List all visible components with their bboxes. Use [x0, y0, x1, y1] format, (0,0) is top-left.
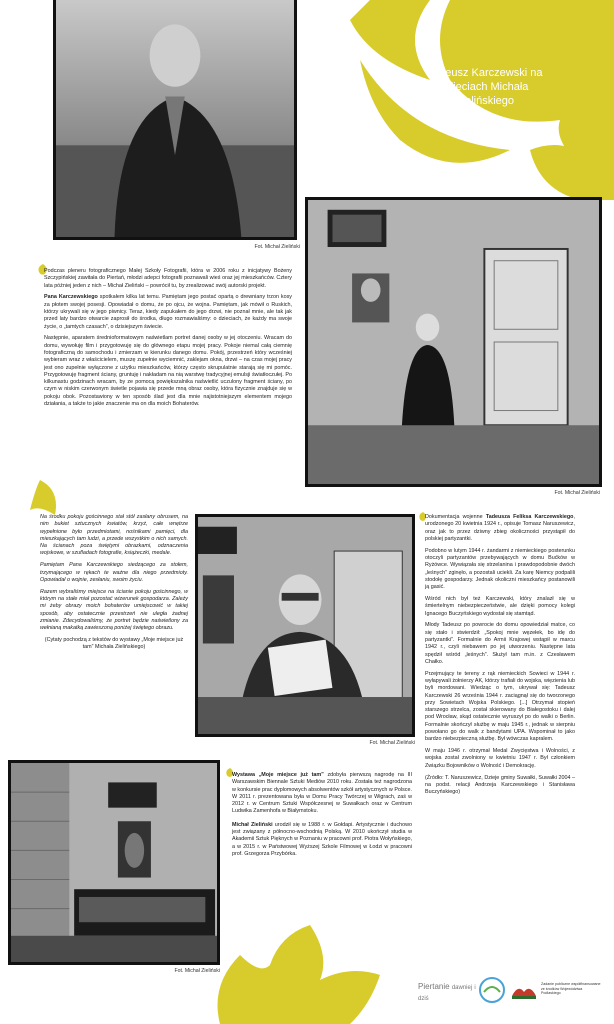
history-p2: Podobno w lutym 1944 r. żandarmi z niemieckiego posterunku otoczyli partyzantów przebywających w domu Bućków w Ryżówce. Wywiązała się strzelanina i prawdopodobnie dwóch „leśnych” zginęło, a pozostali uciekli. Za karę Niemcy podpalili stodołę gospodarzy. Jednak okoliczni mieszkańcy postanowili ją gasić. [425, 547, 575, 591]
history-p5: Przejmujący te tereny z rąk niemieckich Sowieci w 1944 r. wyłapywali żołnierzy AK, którzy trafiali do wojska, więzienia lub byli mordowani. Wiedząc o tym, ukrywał się: Tadeusz Karczewski 26 września 1944 r. zaciągnął się do tworzonego przy Sowietach Wojska Polskiego. [...] Otrzymał stopień starszego strzelca, został skierowany do Białegostoku i dalej pod Wrocław, skąd ostatecznie wyruszył po do walki o Berlin. Formalnie skończył służbę w maju 1945 r., jednak w sierpniu powołano go do walk z bandytami UPA. Wspominał to jako bardzo niebezpieczną służbę. Był wówczas kapralem. [425, 670, 575, 743]
photo-credit-1: Fot. Michał Zieliński [254, 244, 300, 250]
visit-text: spotkałem kilka lat temu. Pamiętam jego postać opartą o drewniany trzon kosy za płotem swojej posesji. Opowiadał o domu, że po ojcu, że wojna. Pamiętam, jak mówił o Ruskich, którzy ukrywali się w jego piwnicy. Teraz, kiedy zapukałem do jego drzwi, nie poznał mnie, ale tak jak przed laty bardzo otwarcie zaprosił do środka, długo rozmawialiśmy: o dzieciach, że każdy ma swoje życie, o „tamtych czasach”, o dzisiejszym świecie. [44, 294, 292, 330]
room-paragraph: Na środku pokoju gościnnego stał stół zasłany obrusem, na nim bukiet sztucznych kwiatów, krzyż, całe wnętrze wypełnione było przedmiotami, nośnikami pamięci, dla mieszkających tam ludzi, a przede wszystkim o nich samych. Na ścianach poza świętymi obrazkami, odznaczenia wojskowe, w szufladach fotografie, książeczki, medale. [40, 514, 188, 557]
logo-line3: i dziś [418, 985, 476, 1002]
wall-paragraph: Razem wybraliśmy miejsce na ścianie pokoju gościnnego, w którym na stałe miał pozostać wizerunek gospodarza. Zależy mi żeby obrazy moich bohaterów umiejscowić w takiej sposób, aby ostatecznie przestrzeń nie uległa żadnej zmianie. Zdecydowaliśmy, że portret będzie naświetlony za wełnianą makatką zawieszoną poniżej świętego obrazu. [40, 588, 188, 632]
history-p3: Wśród nich był też Karczewski, który znalazł się w śmiertelnym niebezpieczeństwie, ale dzięki pomocy kolegi Ignacego Buczyńskiego wydostał się stamtąd. [425, 595, 575, 617]
author-text: urodził się w 1988 r. w Gołdapi. Artystycznie i duchowo jest związany z północno-wschodnią Polską. W 2010 ukończył studia w Akademii Sztuk Pięknych w Poznaniu w pracowni prof. Piotra Wołyńskiego, a w 2015 r. w Państwowej Wyższej Szkole Filmowej w Łodzi w pracowni prof. Grzegorza Przybórka. [232, 821, 412, 857]
history-p4: Młody Tadeusz po powrocie do domu opowiedział matce, co się stało i stwierdził: „Spokoj mnie węzełek, bo idę do partyzantki”. Formalnie do Armii Krajowej wstąpił w marcu 1942 r., czyli niebawem po jej utworzeniu. Następne lata spędził wśród „leśnych”. Służył tam m.in. z Czesławem Chałko. [425, 622, 575, 665]
history-intro-lead: Tadeusza Feliksa Karczewskiego [485, 514, 574, 520]
text-block-room [40, 514, 188, 656]
quote-source: (Cytaty pochodzą z tekstów do wystawy „Moje miejsce już tam” Michała Zielińskiego) [44, 636, 184, 651]
process-paragraph: Następnie, aparatem średnioformatowym naświetlam portret danej osoby w jej otoczeniu. Wracam do domu, wywołuję film i przygotowuję się do głównego etapu mojej pracy. Pokoje niemal całą ciemnię fotograficzną do samochodu i zmierzam w kierunku danego domu. Pokój, przestrzeń który wcześniej wybieram wraz z właścicielem, muszę zupełnie wyciemnić, zaklejam okna, drzwi – na czas mojej pracy jest ono zupełnie wyłączone z użytku mieszkańców, którzy często skrupulatnie starają się mi pomóc. Przygotowuję fragment ściany, gruntuję i nakładam na nią warstwę tradycyjnej emulsji światłoczułej. Po kilkunastu godzinach wracam, by ze pomocą powiększalnika naświetlić uczulony fragment ściany, po czym w niskim czerwonym świetle pojawia się przede mną obraz osoby, która fizycznie znajduje się w pokoju obok. Pozostawiony w ten sposób ślad jest dla mnie najistotniejszym elementem mojego działania, a także to jakie znaczenie ma on dla moich Bohaterów. [44, 335, 292, 408]
exhibition-paragraph [232, 772, 412, 816]
bedroom-photo [8, 760, 220, 965]
photo-credit-3: Fot. Michał Zieliński [369, 740, 415, 746]
history-p6: W maju 1946 r. otrzymał Medal Zwycięstwa i Wolności, z wojska został zwolniony w kwietniu 1947 r. Był członkiem Związku Bojowników o Wolność i Demokrację. [425, 748, 575, 769]
author-paragraph [232, 822, 412, 858]
author-lead: Michał Zieliński [232, 821, 273, 828]
visit-paragraph [44, 294, 292, 330]
tulip-decoration-bottom [200, 925, 420, 1024]
table-paragraph: Pamiętam Pana Karczewskiego siedzącego za stołem, trzymającego w rękach te ważne dla niego przedmioty. Opowiadał o wojnie, zesłaniu, swoim życiu. [40, 562, 188, 583]
photo-credit-4: Fot. Michał Zieliński [174, 968, 220, 974]
logo-line2: dawniej [451, 985, 473, 991]
reading-photo [195, 514, 415, 737]
room-photo [305, 197, 602, 487]
history-source: (Źródło: T. Naruszewicz, Dzieje gminy Suwałki, Suwałki 2004 – na podst. relacji Andrzeja Karczewskiego i Stanisława Buczyńskiego) [425, 774, 575, 796]
funding-note: Zadanie publiczne współfinansowane ze środków Województwa Podlaskiego [541, 982, 601, 996]
piertanie-logo [418, 982, 478, 1004]
text-block-intro [44, 268, 292, 413]
text-block-exhibition [232, 772, 412, 863]
podlaskie-logo-icon [510, 982, 538, 1002]
exhibition-lead: Wystawa „Moje miejsce już tam” [232, 772, 324, 778]
portrait-photo [53, 0, 297, 240]
association-logo-icon [478, 976, 506, 1004]
text-block-history [425, 514, 575, 801]
history-intro [425, 514, 575, 543]
logo-line1: Piertanie [418, 982, 450, 991]
visit-lead: Pana Karczewskiego [44, 294, 98, 301]
page-title: Tadeusz Karczewski na zdjęciach Michała Zielińskiego [427, 67, 543, 107]
history-intro-a: Dokumentacja wojenne [425, 514, 486, 520]
photo-credit-2: Fot. Michał Zieliński [554, 490, 600, 496]
intro-paragraph: Podczas pleneru fotograficznego Małej Szkoły Fotografii, która w 2006 roku z inicjatywy Bożeny Szczypińskiej zawitała do Piertań, młodzi adepci fotografii poznawali wieś oraz jej mieszkańców. Cztery lata później jeden z nich – Michał Zieliński – powrócił tu, by zrealizować swój autorski projekt. [44, 268, 292, 289]
exhibition-text: zdobyła pierwszą nagrodę na III Warszawskim Biennale Sztuki Mediów 2010 roku. Została też nagrodzona w konkursie prac dyplomowych absolwentów szkół artystycznych w Polsce. W 2011 r. prezentowana była w Domu Pracy Twórczej w Wigrach, zaś w 2012 r. w Centrum Sztuki Współczesnej w Suwałkach oraz w Centrum Ludwika Zamenhofa w Białymstoku. [232, 772, 412, 815]
history-intro-b: , urodzonego 20 kwietnia 1924 r., opisuje Tomasz Naruszewicz, oraz jak to przez dziwny zbieg okoliczności przystąpił do polskiej partyzantki. [425, 514, 575, 542]
